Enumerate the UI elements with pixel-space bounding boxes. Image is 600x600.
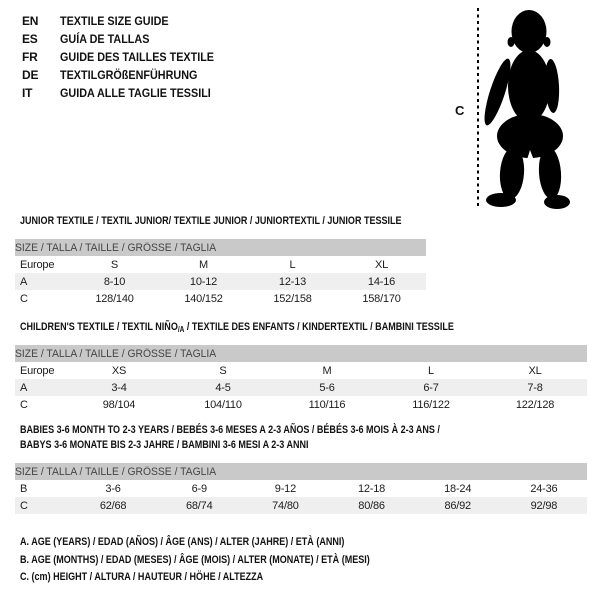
size-cell: 68/74 (156, 497, 242, 514)
size-cell: 3-4 (67, 379, 171, 396)
size-cell: M (322, 364, 332, 377)
size-cell: 116/122 (412, 398, 450, 411)
toddler-silhouette (482, 8, 574, 210)
table-row-c (15, 396, 587, 413)
row-label: C (20, 292, 28, 305)
language-code-it: IT (22, 86, 33, 100)
height-measure-dashed-line (477, 8, 479, 208)
guide-title-fr: GUIDE DES TAILLES TEXTILE (60, 50, 215, 64)
language-row-en (22, 12, 231, 30)
row-label: C (15, 497, 70, 514)
row-label: C (20, 398, 28, 411)
size-cell: 4-5 (171, 379, 275, 396)
size-cell: 92/98 (501, 497, 587, 514)
size-cell: 152/158 (273, 292, 312, 305)
size-header-bar: SIZE / TALLA / TAILLE / GRÖSSE / TAGLIA (15, 239, 426, 256)
language-code-fr: FR (22, 50, 38, 64)
row-label: Europe (20, 258, 55, 271)
size-cell: 8-10 (70, 273, 159, 290)
language-row-es (22, 30, 231, 48)
size-cell: XS (111, 364, 127, 377)
size-cell: 3-6 (105, 482, 121, 495)
guide-title-it: GUIDA ALLE TAGLIE TESSILI (60, 86, 211, 100)
babies-table-title: BABIES 3-6 MONTH TO 2-3 YEARS / BEBÉS 3-6 MESES A 2-3 AÑOS / BÉBÉS 3-6 MOIS À 2-3 ANS / BABYS 3-6 MONATE BIS 2-3 JAHRE / BAMBINI 3-6 MESI A 2-3 ANNI (20, 424, 440, 451)
size-cell: M (199, 258, 208, 271)
size-cell: 5-6 (275, 379, 379, 396)
size-cell: 9-12 (274, 482, 296, 495)
junior-table-title: JUNIOR TEXTILE / TEXTIL JUNIOR/ TEXTILE JUNIOR / JUNIORTEXTIL / JUNIOR TESSILE (20, 215, 402, 227)
size-cell: 110/116 (308, 398, 346, 411)
language-code-de: DE (22, 68, 39, 82)
height-measure-label: C (455, 103, 465, 118)
size-cell: 98/104 (102, 398, 136, 411)
children-table-title: CHILDREN'S TEXTILE / TEXTIL $NIÑO_{/A}$ / TEXTILE DES ENFANTS / KINDERTEXTIL / BAMBINI TESSILE (20, 321, 454, 334)
table-row-c (15, 497, 587, 514)
size-cell: 86/92 (415, 497, 501, 514)
language-code-en: EN (22, 14, 39, 28)
size-cell: 18-24 (444, 482, 472, 495)
footnote-c: C. (cm) HEIGHT / ALTURA / HAUTEUR / HÖHE / ALTEZZA (20, 571, 264, 583)
footnote-b: B. AGE (MONTHS) / EDAD (MESES) / ÂGE (MOIS) / ALTER (MONATE) / ETÀ (MESI) (20, 553, 370, 566)
size-cell: 12-18 (357, 482, 386, 495)
size-header-bar: SIZE / TALLA / TAILLE / GRÖSSE / TAGLIA (15, 345, 587, 362)
table-row-a (15, 379, 587, 396)
table-row-c (15, 290, 426, 307)
size-cell: 6-9 (191, 482, 207, 495)
size-cell: XL (528, 364, 542, 377)
size-cell: 14-16 (337, 273, 426, 290)
language-row-fr (22, 48, 231, 66)
size-cell: 80/86 (328, 497, 414, 514)
size-cell: L (289, 258, 296, 271)
table-row-a (15, 273, 426, 290)
size-cell: 24-36 (530, 482, 558, 495)
size-cell: 12-13 (248, 273, 337, 290)
language-title-block (22, 12, 231, 102)
language-row-it (22, 84, 231, 102)
size-cell: 122/128 (515, 398, 555, 411)
size-cell: 74/80 (242, 497, 328, 514)
guide-title-en: TEXTILE SIZE GUIDE (60, 14, 169, 28)
size-cell: XL (374, 258, 389, 271)
size-cell: 140/152 (184, 292, 223, 305)
table-row-europe (15, 362, 587, 379)
size-cell: L (428, 364, 434, 377)
footnotes-block (20, 536, 447, 589)
size-cell: 6-7 (379, 379, 483, 396)
row-label: B (20, 482, 28, 495)
table-row-b (15, 480, 587, 497)
children-size-table (15, 345, 587, 413)
row-label: Europe (20, 364, 55, 377)
babies-size-table (15, 463, 587, 514)
size-cell: 128/140 (95, 292, 134, 305)
language-row-de (22, 66, 231, 84)
table-row-europe (15, 256, 426, 273)
size-cell: 104/110 (204, 398, 242, 411)
size-cell: 158/170 (362, 292, 401, 305)
title-subscript: /A (177, 325, 185, 334)
row-label: A (15, 273, 70, 290)
guide-title-de: TEXTILGRÖßENFÜHRUNG (60, 68, 198, 82)
language-code-es: ES (22, 32, 38, 46)
size-cell: S (219, 364, 227, 377)
footnote-a: A. AGE (YEARS) / EDAD (AÑOS) / ÂGE (ANS) / ALTER (JAHRE) / ETÀ (ANNI) (20, 536, 345, 548)
row-label: A (15, 379, 67, 396)
junior-size-table (15, 239, 426, 307)
size-cell: S (110, 258, 119, 271)
size-cell: 7-8 (483, 379, 587, 396)
size-cell: 62/68 (70, 497, 156, 514)
size-header-bar: SIZE / TALLA / TAILLE / GRÖSSE / TAGLIA (15, 463, 587, 480)
size-cell: 10-12 (159, 273, 248, 290)
guide-title-es: GUÍA DE TALLAS (60, 32, 150, 46)
